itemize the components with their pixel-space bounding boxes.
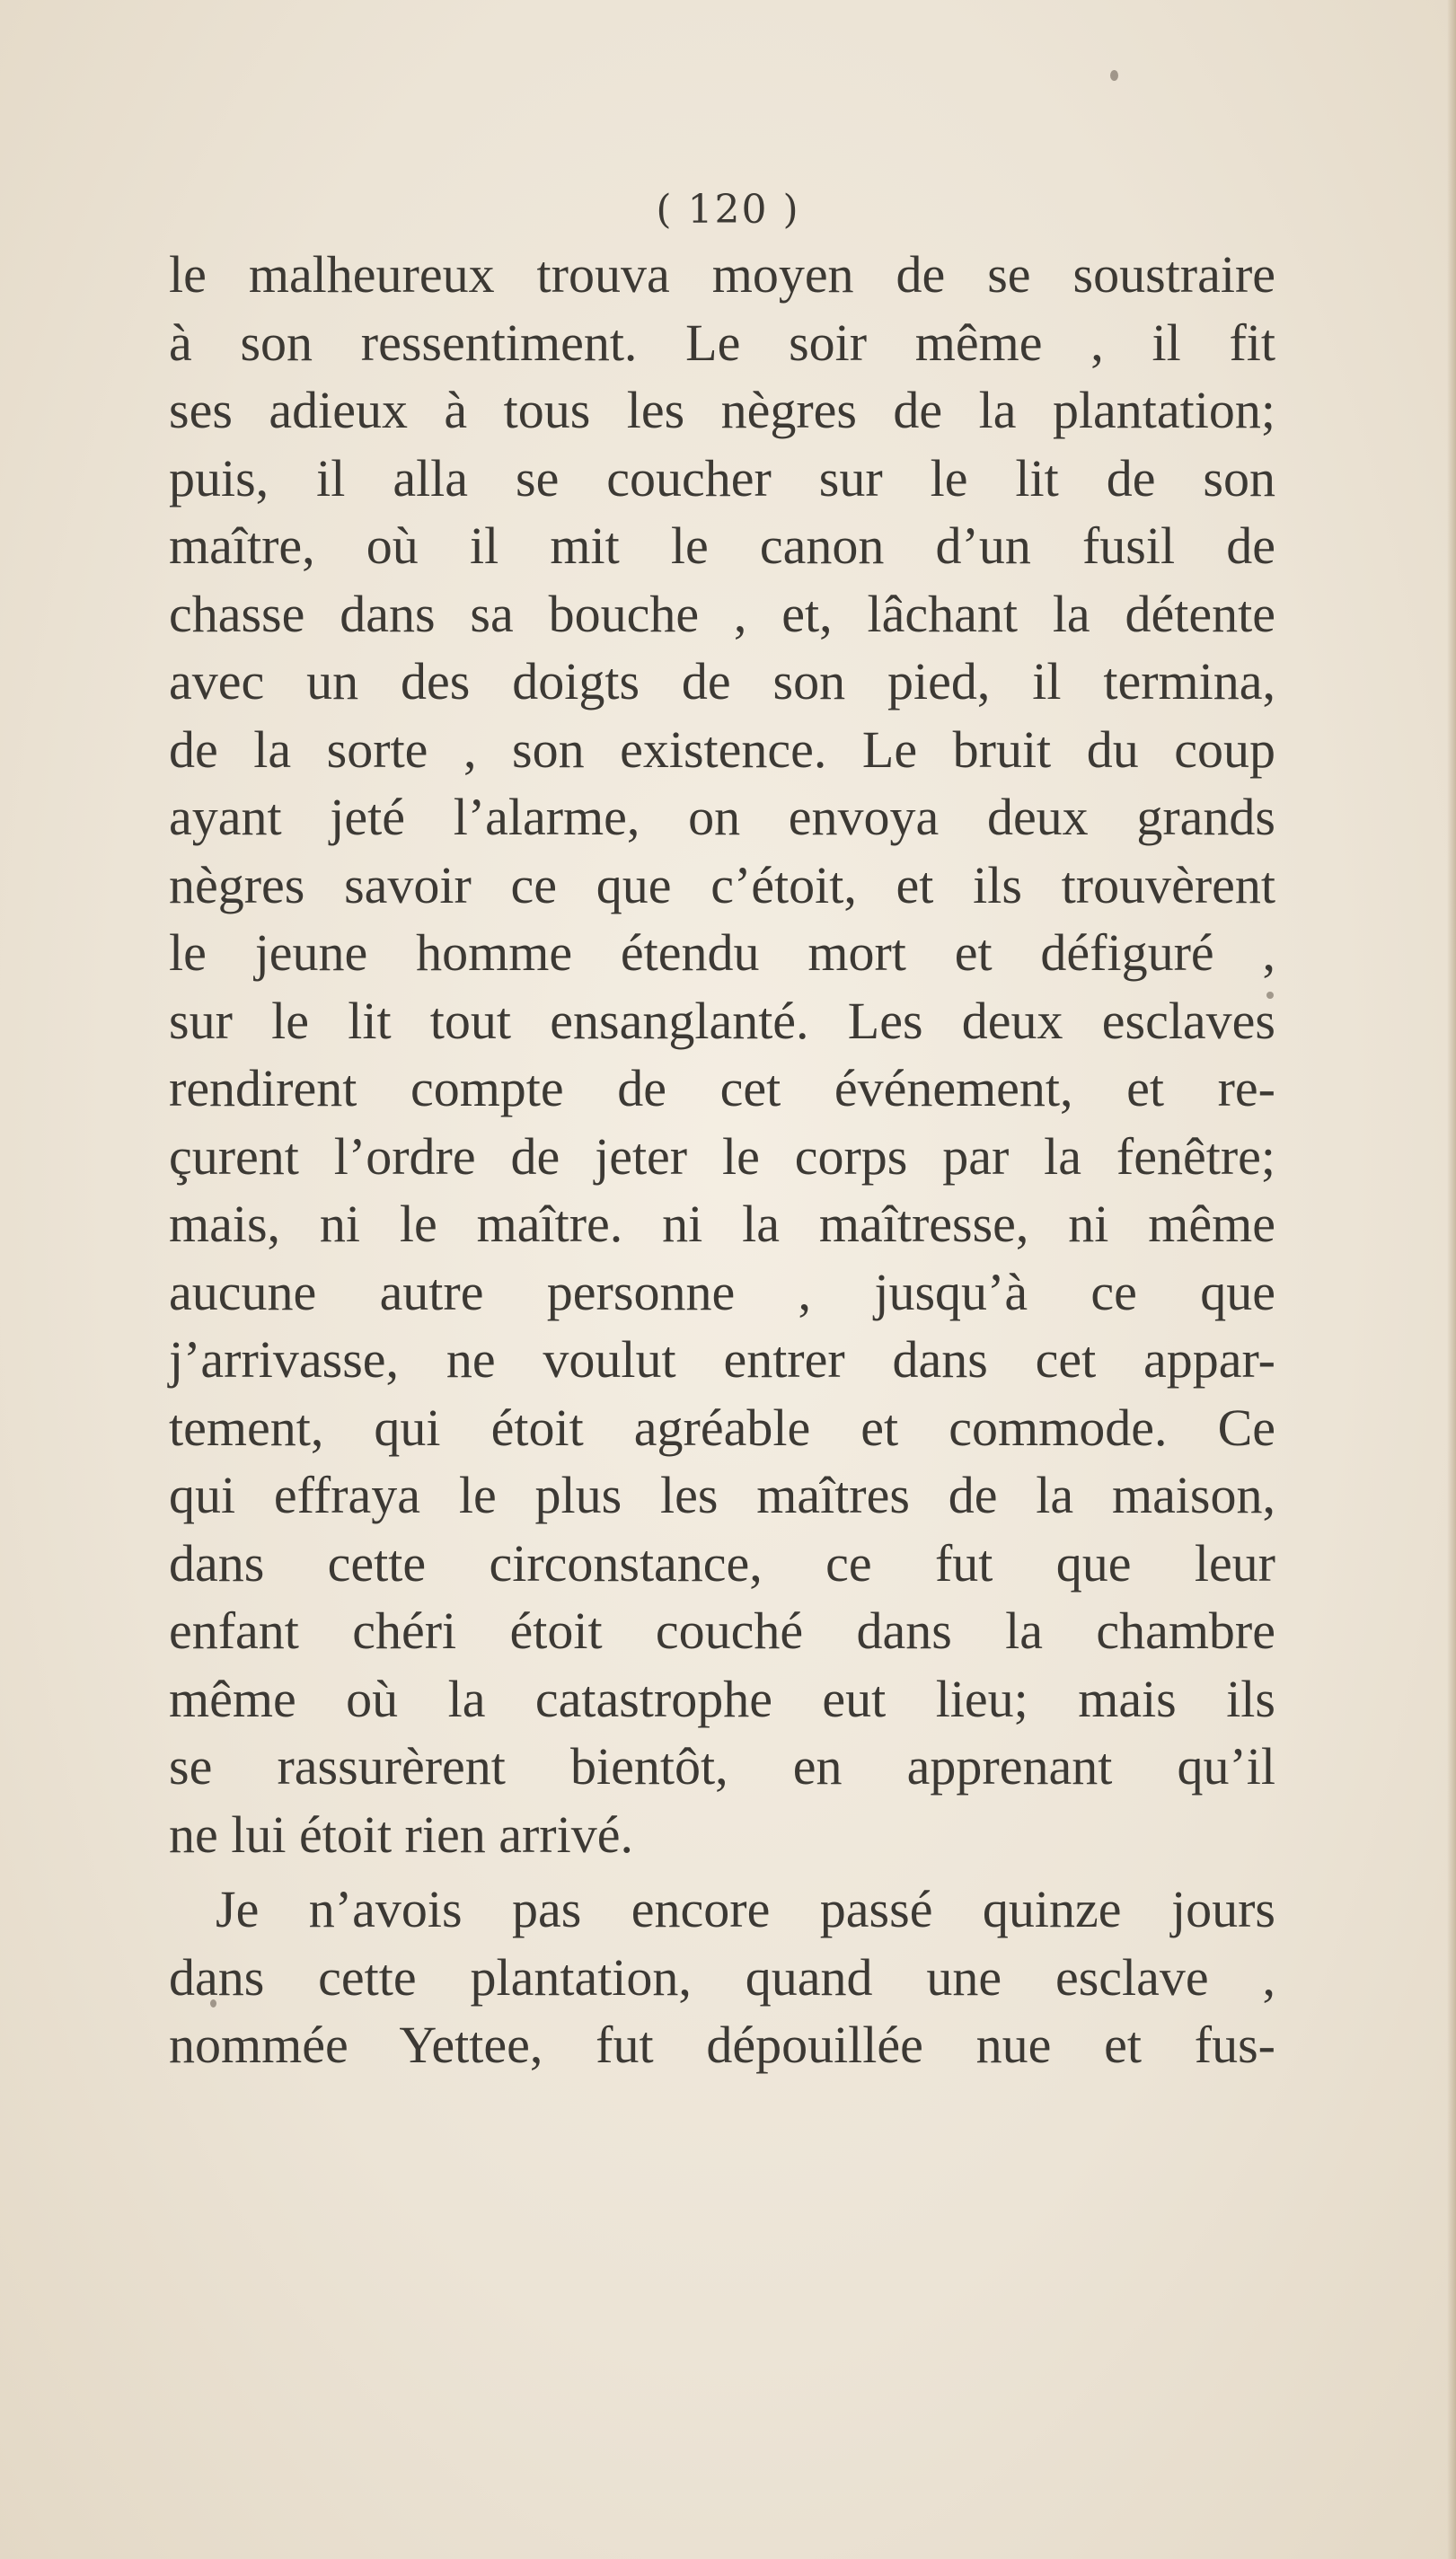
text-line: chasse dans sa bouche , et, lâchant la détente <box>169 584 1275 643</box>
text-line: le malheureux trouva moyen de se soustraire <box>169 245 1275 304</box>
paragraph-gap <box>169 1868 1275 1875</box>
text-line: de la sorte , son existence. Le bruit du coup <box>169 719 1275 779</box>
text-line: dans cette plantation, quand une esclave , <box>169 1947 1275 2007</box>
text-line: tement, qui étoit agréable et commode. Ce <box>169 1398 1275 1457</box>
paragraph <box>169 241 1275 1868</box>
text-line: nommée Yettee, fut dépouillée nue et fus- <box>169 2016 1275 2074</box>
text-line: le jeune homme étendu mort et défiguré , <box>169 923 1275 982</box>
text-line: maître, où il mit le canon d’un fusil de <box>169 516 1275 575</box>
page-number: ( 120 ) <box>656 187 800 233</box>
text-line: nègres savoir ce que c’étoit, et ils trouvèrent <box>169 855 1275 914</box>
text-line: ayant jeté l’alarme, on envoya deux grands <box>169 788 1275 846</box>
page-edge-shadow <box>1447 0 1456 2559</box>
text-line: j’arrivasse, ne voulut entrer dans cet appar- <box>169 1330 1275 1389</box>
text-line: à son ressentiment. Le soir même , il fit <box>169 313 1275 372</box>
text-line: se rassurèrent bientôt, en apprenant qu’il <box>169 1737 1275 1796</box>
text-line: ses adieux à tous les nègres de la plantation; <box>169 381 1275 439</box>
text-line: même où la catastrophe eut lieu; mais ils <box>169 1669 1275 1728</box>
paragraph <box>169 1875 1275 2079</box>
text-line: qui effraya le plus les maîtres de la maison, <box>169 1466 1275 1524</box>
text-line: ne lui étoit rien arrivé. <box>169 1805 633 1864</box>
text-line: sur le lit tout ensanglanté. Les deux esclaves <box>169 991 1275 1050</box>
ink-speck <box>1110 70 1118 81</box>
text-line: avec un des doigts de son pied, il termina, <box>169 652 1275 710</box>
text-line: rendirent compte de cet événement, et re- <box>169 1059 1275 1117</box>
body-text <box>169 241 1275 2079</box>
text-line: enfant chéri étoit couché dans la chambre <box>169 1602 1275 1660</box>
text-line: mais, ni le maître. ni la maîtresse, ni même <box>169 1195 1275 1253</box>
text-line: dans cette circonstance, ce fut que leur <box>169 1533 1275 1593</box>
text-line: çurent l’ordre de jeter le corps par la fenêtre; <box>169 1126 1275 1186</box>
text-line: aucune autre personne , jusqu’à ce que <box>169 1262 1275 1321</box>
text-line: Je n’avois pas encore passé quinze jours <box>216 1880 1275 1938</box>
text-line: puis, il alla se coucher sur le lit de son <box>169 448 1275 507</box>
